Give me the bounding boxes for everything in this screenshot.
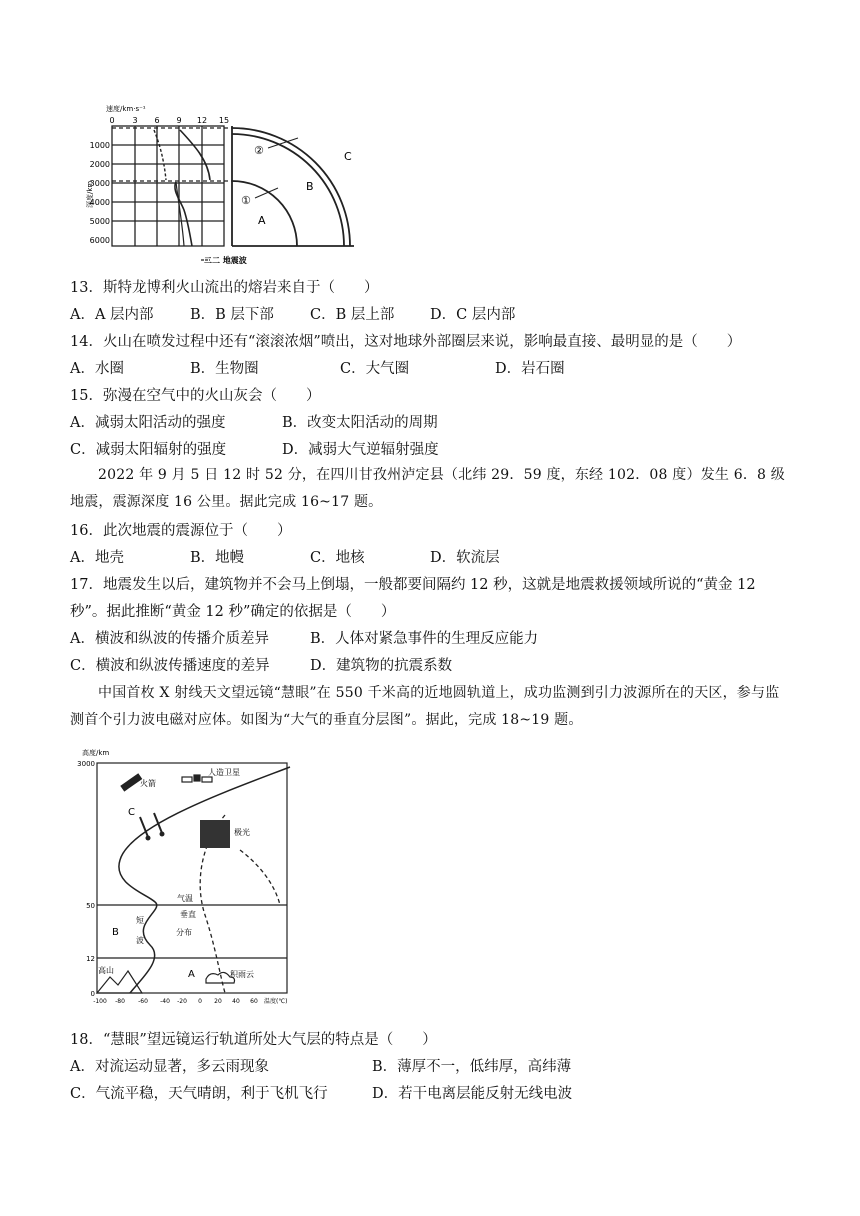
q18-option-b[interactable]: B．薄厚不一，低纬厚，高纬薄: [372, 1059, 572, 1075]
svg-text:0: 0: [109, 116, 115, 125]
q14-option-d[interactable]: D．岩石圈: [495, 361, 565, 377]
fig2-ylabel: 高度/km: [82, 749, 110, 757]
q18-option-d[interactable]: D．若干电离层能反射无线电波: [372, 1086, 573, 1102]
fig1-ylabel: 深度/km: [86, 180, 94, 208]
fig1-xticks: [109, 116, 229, 125]
svg-text:垂直: 垂直: [180, 910, 196, 919]
q13-option-b[interactable]: B．B 层下部: [190, 307, 274, 323]
fig2-yticks: [77, 760, 95, 998]
q15-stem: 15．弥漫在空气中的火山灰会（ ）: [70, 388, 321, 404]
svg-text:①: ①: [241, 194, 251, 207]
svg-text:15: 15: [218, 116, 230, 125]
svg-text:0: 0: [90, 990, 95, 998]
svg-text:波: 波: [136, 936, 144, 945]
svg-text:C: C: [128, 807, 135, 818]
svg-text:B: B: [306, 180, 314, 193]
q17-option-a[interactable]: A．横波和纵波的传播介质差异: [70, 631, 269, 647]
svg-text:A: A: [258, 214, 266, 227]
svg-text:12: 12: [86, 955, 95, 963]
svg-text:6000: 6000: [89, 236, 110, 245]
q13-stem: 13．斯特龙博利火山流出的熔岩来自于（ ）: [70, 280, 379, 296]
rocket-icon: [120, 773, 142, 791]
material-intro-16-17: 2022 年 9 月 5 日 12 时 52 分，在四川甘孜州泸定县（北纬 29．59 度，东经 102．08 度）发生 6．8 级地震，震源深度 16 公里。据此完成 16~17 题。: [70, 467, 786, 510]
q14-stem: 14．火山在喷发过程中还有“滚滚浓烟”喷出，这对地球外部圈层来说，影响最直接、最明显的是（ ）: [70, 334, 742, 350]
seismic-figure: [80, 100, 370, 270]
svg-text:气温: 气温: [177, 894, 193, 903]
fig1-xlabel: 速度/km·s⁻¹: [106, 105, 146, 113]
svg-text:人造卫星: 人造卫星: [208, 768, 240, 777]
q16-option-c[interactable]: C．地核: [310, 550, 365, 566]
q15-option-b[interactable]: B．改变太阳活动的周期: [282, 415, 438, 431]
svg-text:A: A: [188, 969, 195, 980]
svg-text:极光: 极光: [234, 828, 250, 837]
svg-text:高山: 高山: [98, 966, 114, 975]
fig2-xticks: [93, 997, 287, 1005]
svg-text:B: B: [112, 927, 119, 938]
svg-text:3: 3: [132, 116, 138, 125]
svg-text:2000: 2000: [89, 160, 110, 169]
fig1-caption: 二二 地震波: [204, 256, 247, 265]
q16-option-a[interactable]: A．地壳: [70, 550, 124, 566]
q17-option-d[interactable]: D．建筑物的抗震系数: [310, 658, 453, 674]
svg-text:短: 短: [136, 916, 144, 925]
svg-text:C: C: [344, 150, 352, 163]
svg-text:20: 20: [214, 998, 222, 1005]
svg-text:40: 40: [232, 998, 240, 1005]
svg-text:积雨云: 积雨云: [230, 970, 254, 979]
svg-text:火箭: 火箭: [140, 779, 156, 788]
q15-option-d[interactable]: D．减弱大气逆辐射强度: [282, 442, 439, 458]
svg-text:-60: -60: [138, 998, 148, 1005]
svg-text:1000: 1000: [89, 141, 110, 150]
svg-text:-20: -20: [177, 998, 187, 1005]
svg-text:9: 9: [176, 116, 182, 125]
q17-stem-line2: 秒”。据此推断“黄金 12 秒”确定的依据是（ ）: [70, 604, 396, 620]
q15-option-c[interactable]: C．减弱太阳辐射的强度: [70, 442, 227, 458]
svg-text:50: 50: [86, 902, 95, 910]
q16-option-d[interactable]: D．软流层: [430, 550, 500, 566]
atmosphere-figure: [70, 745, 300, 1010]
material-intro-18-19: 中国首枚 X 射线天文望远镜“慧眼”在 550 千米高的近地圆轨道上，成功监测到引力波源所在的天区，参与监测首个引力波电磁对应体。如图为“大气的垂直分层图”。据此，完成 18~19 题。: [70, 685, 780, 728]
q17-option-c[interactable]: C．横波和纵波传播速度的差异: [70, 658, 270, 674]
fig2-labels: [98, 893, 254, 980]
q13-option-a[interactable]: A．A 层内部: [70, 307, 154, 323]
svg-text:3000: 3000: [89, 179, 110, 188]
svg-text:12: 12: [196, 116, 208, 125]
svg-text:3000: 3000: [77, 760, 95, 768]
aurora-image: [200, 820, 230, 848]
q14-option-a[interactable]: A．水圈: [70, 361, 124, 377]
svg-text:0: 0: [198, 998, 202, 1005]
svg-text:60: 60: [250, 998, 258, 1005]
svg-text:-40: -40: [160, 998, 170, 1005]
svg-text:4000: 4000: [89, 198, 110, 207]
svg-text:分布: 分布: [176, 928, 192, 937]
svg-text:温度(℃): 温度(℃): [264, 998, 288, 1005]
q13-option-c[interactable]: C．B 层上部: [310, 307, 395, 323]
q15-option-a[interactable]: A．减弱太阳活动的强度: [70, 415, 226, 431]
q18-option-a[interactable]: A．对流运动显著，多云雨现象: [70, 1059, 269, 1075]
q17-stem-line1: 17．地震发生以后，建筑物并不会马上倒塌，一般都要间隔约 12 秒，这就是地震救援领域所说的“黄金 12: [70, 577, 756, 593]
q13-option-d[interactable]: D．C 层内部: [430, 307, 516, 323]
q17-option-b[interactable]: B．人体对紧急事件的生理反应能力: [310, 631, 539, 647]
svg-text:-80: -80: [115, 998, 125, 1005]
q16-option-b[interactable]: B．地幔: [190, 550, 245, 566]
svg-text:-100: -100: [93, 998, 107, 1005]
q14-option-c[interactable]: C．大气圈: [340, 361, 410, 377]
q18-option-c[interactable]: C．气流平稳，天气晴朗，利于飞机飞行: [70, 1086, 328, 1102]
svg-text:②: ②: [254, 144, 264, 157]
svg-text:5000: 5000: [89, 217, 110, 226]
q14-option-b[interactable]: B．生物圈: [190, 361, 259, 377]
q18-stem: 18．“慧眼”望远镜运行轨道所处大气层的特点是（ ）: [70, 1032, 437, 1048]
svg-text:6: 6: [154, 116, 160, 125]
q16-stem: 16．此次地震的震源位于（ ）: [70, 523, 292, 539]
